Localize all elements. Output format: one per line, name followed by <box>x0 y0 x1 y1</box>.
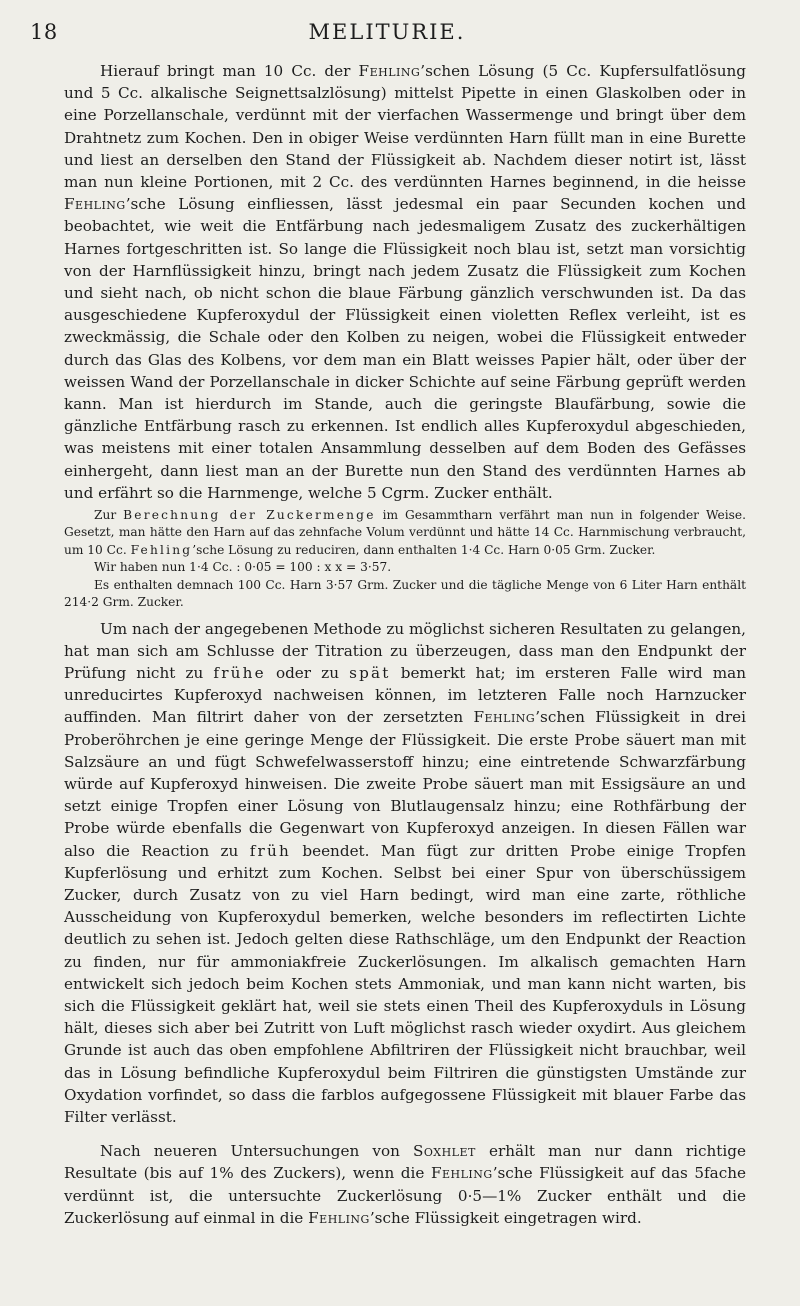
author-name: Fehling <box>473 708 536 727</box>
text-run: ’schen Flüssigkeit in drei Proberöhrchen je eine geringe Menge der Flüssigkeit. Die erste Probe säuert man mit Salzsäure an und fügt Schwefelwasserstoff hinzu; eine eintretende Schwarzfärbung würde auf Kupferoxyd hinweisen. Die zweite Probe säuert man mit Essigsäure an und setzt einige Tropfen einer Lösung von Blutlaugensalz hinzu; eine Rothfärbung der Probe würde ebenfalls die Gegenwart von Kupferoxyd anzeigen. In diesen Fällen war also die Reaction zu <box>64 708 746 860</box>
text-run: beendet. Man fügt zur dritten Probe einige Tropfen Kupferlösung und erhitzt zum Kochen. Selbst bei einer Spur von überschüssigem Zucker, durch Zusatz von zu viel Harn bedingt, wird man eine zarte, röthliche Ausscheidung von Kupferoxydul bemerken, welche besonders im reflectirten Lichte deutlich zu sehen ist. Jedoch gelten diese Rathschläge, um den Endpunkt der Reaction zu finden, nur für ammoniakfreie Zuckerlösungen. Im alkalisch gemachten Harn entwickelt sich jedoch beim Kochen stets Ammoniak, und man kann nicht warten, bis sich die Flüssigkeit geklärt hat, weil sie stets einen Theil des Kupferoxyduls in Lösung hält, dieses sich aber bei Zutritt von Luft möglichst rasch wieder oxydirt. Aus gleichem Grunde ist auch das oben empfohlene Abfiltriren der Flüssigkeit nicht brauchbar, weil das in Lösung befindliche Kupferoxydul beim Filtriren die günstigsten Umstände zur Oxydation vorfindet, so dass die farblos aufgegossene Flüssigkeit mit blauer Farbe das Filter verlässt. <box>64 841 746 1126</box>
author-name: Fehling <box>308 1208 370 1227</box>
emphasis-text: früh <box>249 841 291 860</box>
paragraph-titration-procedure <box>64 60 746 504</box>
text-run: im Gesammtharn verfährt man nun in folgender Weise. Gesetzt, man hätte den Harn auf das zehnfache Volum verdünnt und hätte 14 Cc. Harnmischung verbraucht, um 10 Cc. <box>64 508 746 557</box>
emphasis-text: spät <box>349 663 391 682</box>
text-run: erhält man nur dann richtige Resultate (bis auf 1% des Zuckers), wenn die <box>64 1142 746 1183</box>
text-run: ’sche Lösung einfliessen, lässt jedesmal ein paar Secunden kochen und beobachtet, wie weit die Entfärbung nach jedesmaligem Zusatz des zuckerhältigen Harnes fortgeschritten ist. So lange die Flüssigkeit noch blau ist, setzt man vorsichtig von der Harnflüssigkeit hinzu, bringt nach jedem Zusatz die Flüssigkeit zum Kochen und sieht nach, ob nicht schon die blaue Färbung gänzlich verschwunden ist. Da das ausgeschiedene Kupferoxydul der Flüssigkeit einen violetten Reflex verleiht, ist es zweckmässig, die Schale oder den Kolben zu neigen, wobei die Flüssigkeit entweder durch das Glas des Kolbens, vor dem man ein Blatt weisses Papier hält, oder über der weissen Wand der Porzellanschale in dicker Schichte auf seine Färbung geprüft werden kann. Man ist hierdurch im Stande, auch die geringste Blaufärbung, sowie die gänzliche Entfärbung rasch zu erkennen. Ist endlich alles Kupferoxydul abgeschieden, was meistens mit einer totalen Ansammlung desselben auf dem Boden des Gefässes einhergeht, dann liest man an der Burette nun den Stand des verdünnten Harnes ab und erfährt so die Harnmenge, welche 5 Cgrm. Zucker enthält. <box>64 195 746 502</box>
page-number: 18 <box>30 20 58 44</box>
emphasis-text: frühe <box>213 663 266 682</box>
author-name: Fehling <box>430 1164 493 1183</box>
body-text <box>64 60 746 1229</box>
text-run: bemerkt hat; im ersteren Falle wird man unreducirtes Kupferoxyd nachweisen können, im letzteren Falle noch Harnzucker auffinden. Man filtrirt daher von der zersetzten <box>64 663 746 727</box>
author-name: Fehling <box>358 62 421 80</box>
text-run: ’sche Flüssigkeit eingetragen wird. <box>369 1208 642 1227</box>
note-line <box>64 507 746 559</box>
running-title: MELITURIE. <box>308 20 466 44</box>
paragraph-endpoint-check <box>64 618 746 1129</box>
author-name: Soxhlet <box>413 1142 476 1161</box>
text-run: Hierauf bringt man 10 Cc. der <box>100 62 359 80</box>
calculation-note <box>64 507 746 611</box>
text-run: ’sche Lösung zu reduciren, dann enthalten 1·4 Cc. Harn 0·05 Grm. Zucker. <box>192 542 656 557</box>
emphasis-text: Berechnung der Zuckermenge <box>123 508 376 523</box>
text-run: Um nach der angegebenen Methode zu möglichst sicheren Resultaten zu gelangen, hat man sich am Schlusse der Titration zu überzeugen, dass man den Endpunkt der Prüfung nicht zu <box>64 619 746 682</box>
calculation-formula: Wir haben nun 1·4 Cc. : 0·05 = 100 : x x = 3·57. <box>94 560 392 575</box>
paragraph-soxhlet <box>64 1140 746 1229</box>
text-run: oder zu <box>265 663 350 682</box>
author-name: Fehling <box>64 195 126 214</box>
page-header <box>30 10 744 50</box>
author-name: Fehling <box>130 542 193 557</box>
text-run: ’sche Flüssigkeit auf das 5fache verdünnt ist, die untersuchte Zuckerlösung 0·5—1% Zucker enthält und die Zuckerlösung auf einmal in die <box>64 1164 746 1227</box>
note-line: Es enthalten demnach 100 Cc. Harn 3·57 Grm. Zucker und die tägliche Menge von 6 Liter Harn enthält 214·2 Grm. Zucker. <box>64 577 746 610</box>
text-run: ’schen Lösung (5 Cc. Kupfersulfatlösung und 5 Cc. alkalische Seignettsalzlösung) mittelst Pipette in einen Glaskolben oder in eine Porzellanschale, verdünnt mit der vierfachen Wassermenge und bringt über dem Drahtnetz zum Kochen. Den in obiger Weise verdünnten Harn füllt man in eine Burette und liest an derselben den Stand der Flüssigkeit ab. Nachdem dieser notirt ist, lässt man nun kleine Portionen, mit 2 Cc. des verdünnten Harnes beginnend, in die heisse <box>64 62 746 192</box>
text-run: Nach neueren Untersuchungen von <box>100 1142 414 1161</box>
text-run: Zur <box>94 508 124 523</box>
